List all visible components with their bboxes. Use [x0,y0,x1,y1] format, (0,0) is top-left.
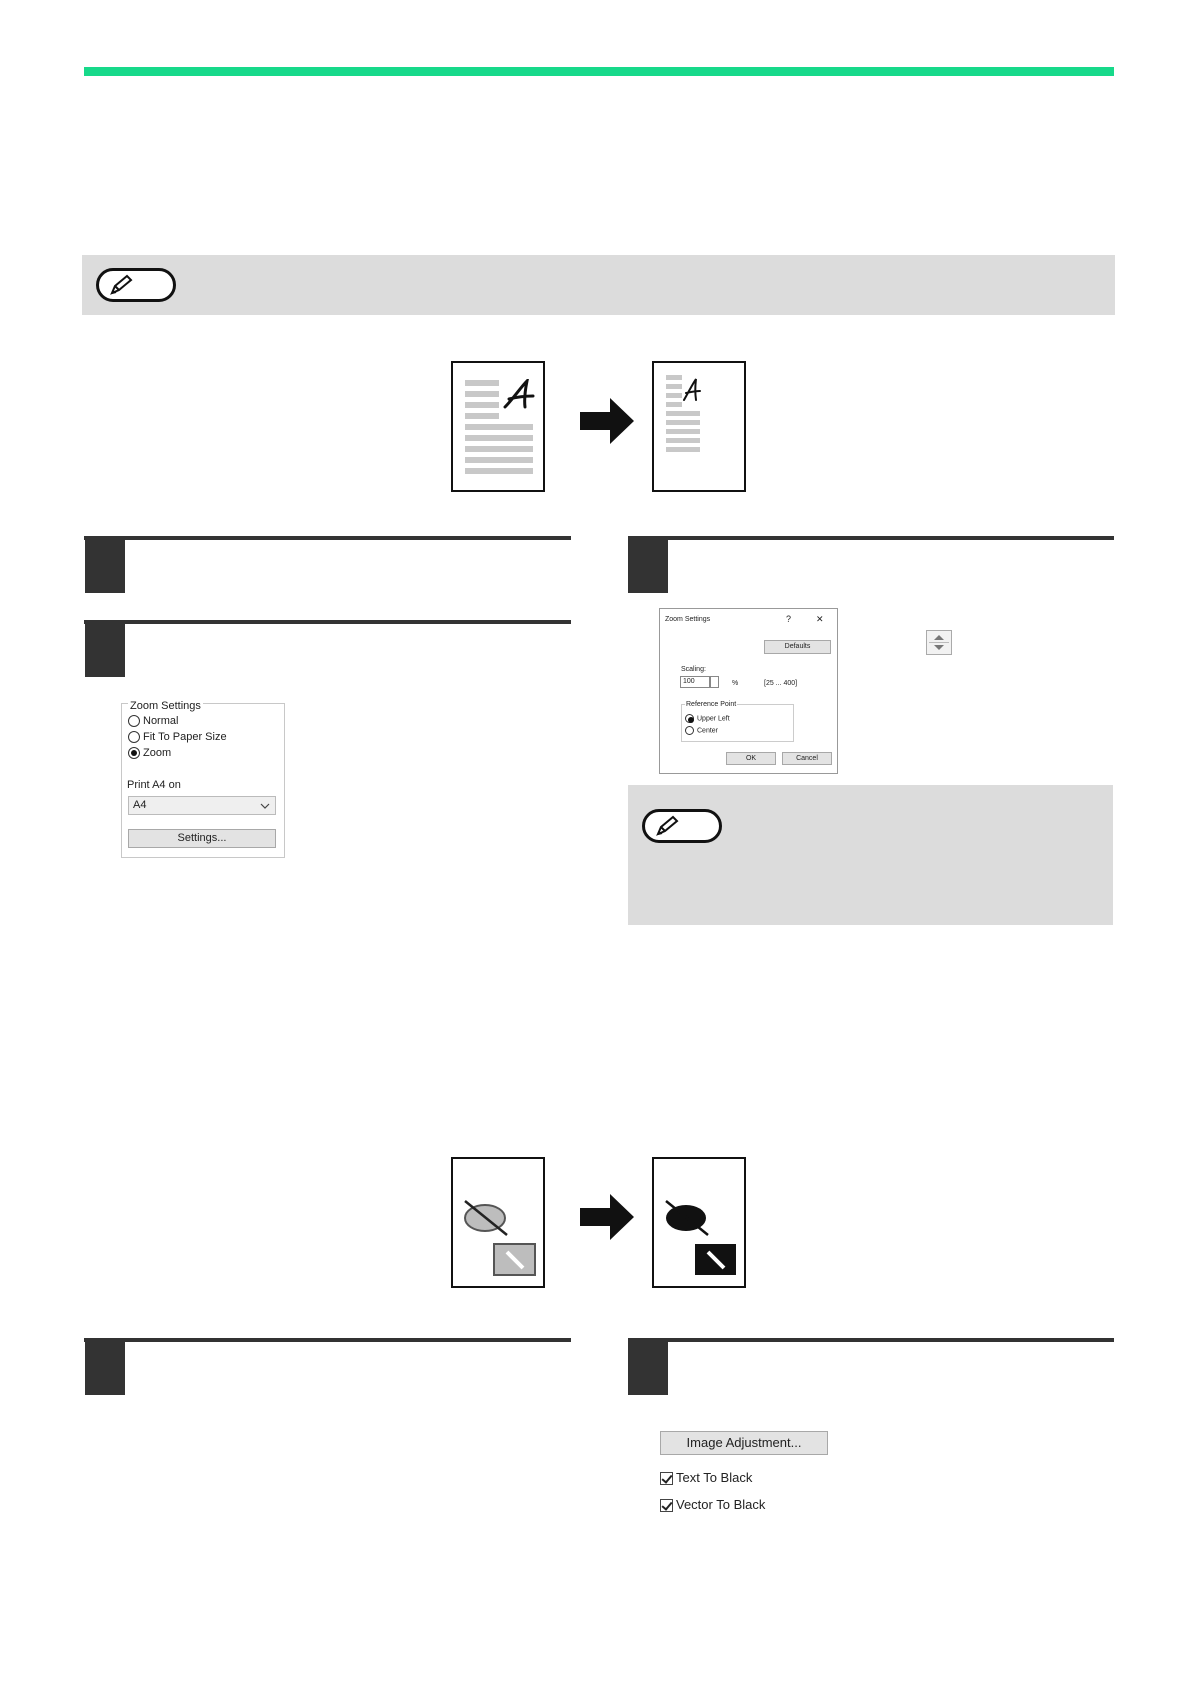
note-bar [628,785,1113,925]
scaling-label: Scaling: [681,666,706,673]
original-page-illustration [451,361,545,492]
scaling-spin-icon[interactable] [710,676,719,688]
small-letter-a-graphic [682,377,702,403]
zoom-settings-panel [121,700,285,858]
print-on-label: Print A4 on [127,779,181,791]
radio-normal-circle[interactable] [128,715,140,727]
note-badge [642,809,722,843]
ok-button[interactable]: OK [726,752,776,765]
pencil-icon [655,815,681,837]
settings-button[interactable]: Settings... [128,829,276,848]
reference-point-label: Reference Point [686,701,737,708]
arrow-right-icon [580,1194,634,1240]
arrow-right-icon [580,398,634,444]
radio-zoom[interactable]: Zoom [128,747,171,759]
vector-to-black-checkbox[interactable]: Vector To Black [660,1497,765,1512]
step-number-block [85,538,125,593]
zoom-settings-label: Zoom Settings [130,700,201,712]
letter-a-graphic [503,379,537,411]
help-button[interactable]: ? [786,614,792,624]
step-rule [84,536,571,540]
original-graphics-illustration [451,1157,545,1288]
step-rule [84,1338,571,1342]
step-number-block [85,622,125,677]
zoomed-page-illustration [652,361,746,492]
note-bar [82,255,1115,315]
scaling-input[interactable]: 100 [680,676,710,688]
percent-unit: % [732,680,739,687]
radio-upper-left-circle[interactable] [685,714,694,723]
reference-point-group [681,701,794,742]
pencil-icon [109,274,135,296]
chevron-down-icon [260,803,270,809]
step-number-block [628,1340,668,1395]
radio-fit-circle[interactable] [128,731,140,743]
step-number-block [85,1340,125,1395]
header-accent-bar [84,67,1114,76]
cancel-button[interactable]: Cancel [782,752,832,765]
note-badge [96,268,176,302]
dialog-title: Zoom Settings [665,616,711,623]
text-to-black-box[interactable] [660,1472,673,1485]
radio-center[interactable]: Center [685,726,718,735]
paper-size-select[interactable]: A4 [128,796,276,815]
text-to-black-checkbox[interactable]: Text To Black [660,1470,752,1485]
step-number-block [628,538,668,593]
step-rule [628,536,1114,540]
radio-upper-left[interactable]: Upper Left [685,714,730,723]
radio-center-circle[interactable] [685,726,694,735]
step-rule [628,1338,1114,1342]
step-rule [84,620,571,624]
range-text: [25 ... 400] [764,680,798,687]
radio-normal[interactable]: Normal [128,715,178,727]
image-adjustment-panel [660,1431,830,1531]
close-icon[interactable]: ✕ [816,614,824,624]
radio-fit-to-paper[interactable]: Fit To Paper Size [128,731,227,743]
black-graphics-illustration [652,1157,746,1288]
radio-zoom-circle[interactable] [128,747,140,759]
vector-to-black-box[interactable] [660,1499,673,1512]
defaults-button[interactable]: Defaults [764,640,831,654]
spin-buttons-icon [926,630,952,655]
image-adjustment-button[interactable]: Image Adjustment... [660,1431,828,1455]
zoom-settings-dialog [659,608,838,774]
